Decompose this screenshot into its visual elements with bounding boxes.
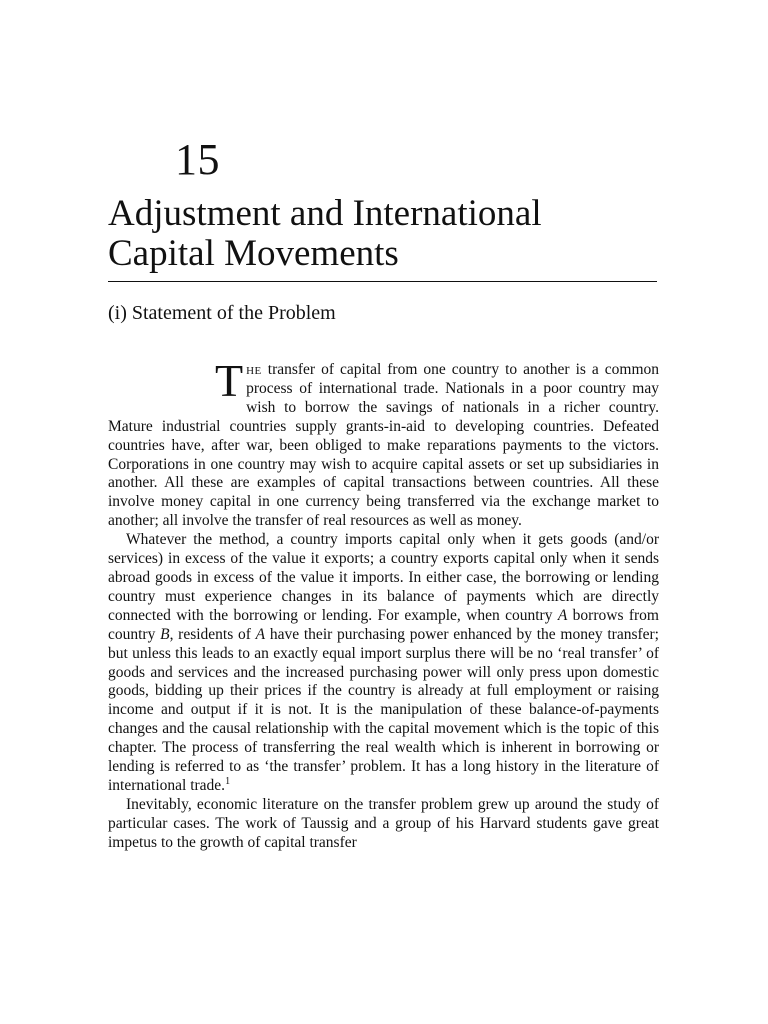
opening-small-caps: he [246, 361, 262, 378]
section-heading: (i) Statement of the Problem [108, 302, 336, 324]
chapter-number: 15 [175, 135, 220, 184]
paragraph-2-text-1: Whatever the method, a country imports capital only when it gets goods (and/or services) in excess of the value it exports; a country exports capital only when it sends abroad goods in excess of the value it imports. In either case, the borrowing or lending country must experience changes in its balance of payments which are directly connected with the borrowing or lending. For example, when country [108, 531, 659, 624]
paragraph-2-text-4: have their purchasing power enhanced by the money transfer; but unless this leads to an exactly equal import surplus there will be no ‘real transfer’ of goods and services and the increased purchasing power will only press upon domestic goods, bidding up their prices if the country is already at full employment or raising income and output if it is not. It is the manipulation of these balance-of-payments changes and the causal relationship with the capital movement which is the topic of this chapter. The process of transferring the real wealth which is inherent in borrowing or lending is referred to as ‘the transfer’ problem. It has a long history in the literature of international trade. [108, 625, 659, 794]
footnote-reference[interactable]: 1 [225, 775, 231, 787]
paragraph-3: Inevitably, economic literature on the transfer problem grew up around the study of particular cases. The work of Taussig and a group of his Harvard students gave great impetus to the growth of capital transfer [108, 795, 659, 851]
chapter-title-line-2: Capital Movements [108, 233, 399, 274]
country-a-label: A [557, 606, 568, 624]
paragraph-2-text-2: borrows from country [108, 606, 659, 643]
paragraph-1-text: transfer of capital from one country to another is a common process of international trade. Nationals in a poor country may wish to borrow the savings of nationals in a richer country. Mature industrial countries supply grants-in-aid to developing countries. Defeated countries have, after war, been obliged to make reparations payments to the victors. Corporations in one country may wish to acquire capital assets or set up subsidiaries in another. All these are examples of capital transactions between countries. All these involve money capital in one currency being transferred via the exchange market to another; all involve the transfer of real resources as well as money. [108, 361, 659, 530]
chapter-title [108, 194, 668, 274]
opener-spacer [108, 361, 215, 397]
chapter-title-line-1: Adjustment and International [108, 193, 542, 234]
paragraph-2-text-3: , residents of [169, 625, 256, 643]
drop-cap: T [215, 355, 244, 406]
country-b-label: B [160, 625, 170, 643]
paragraph-2 [108, 531, 659, 796]
body-text [108, 355, 659, 853]
paragraph-1 [108, 355, 659, 531]
country-a-label: A [255, 625, 266, 643]
title-divider [108, 281, 657, 282]
